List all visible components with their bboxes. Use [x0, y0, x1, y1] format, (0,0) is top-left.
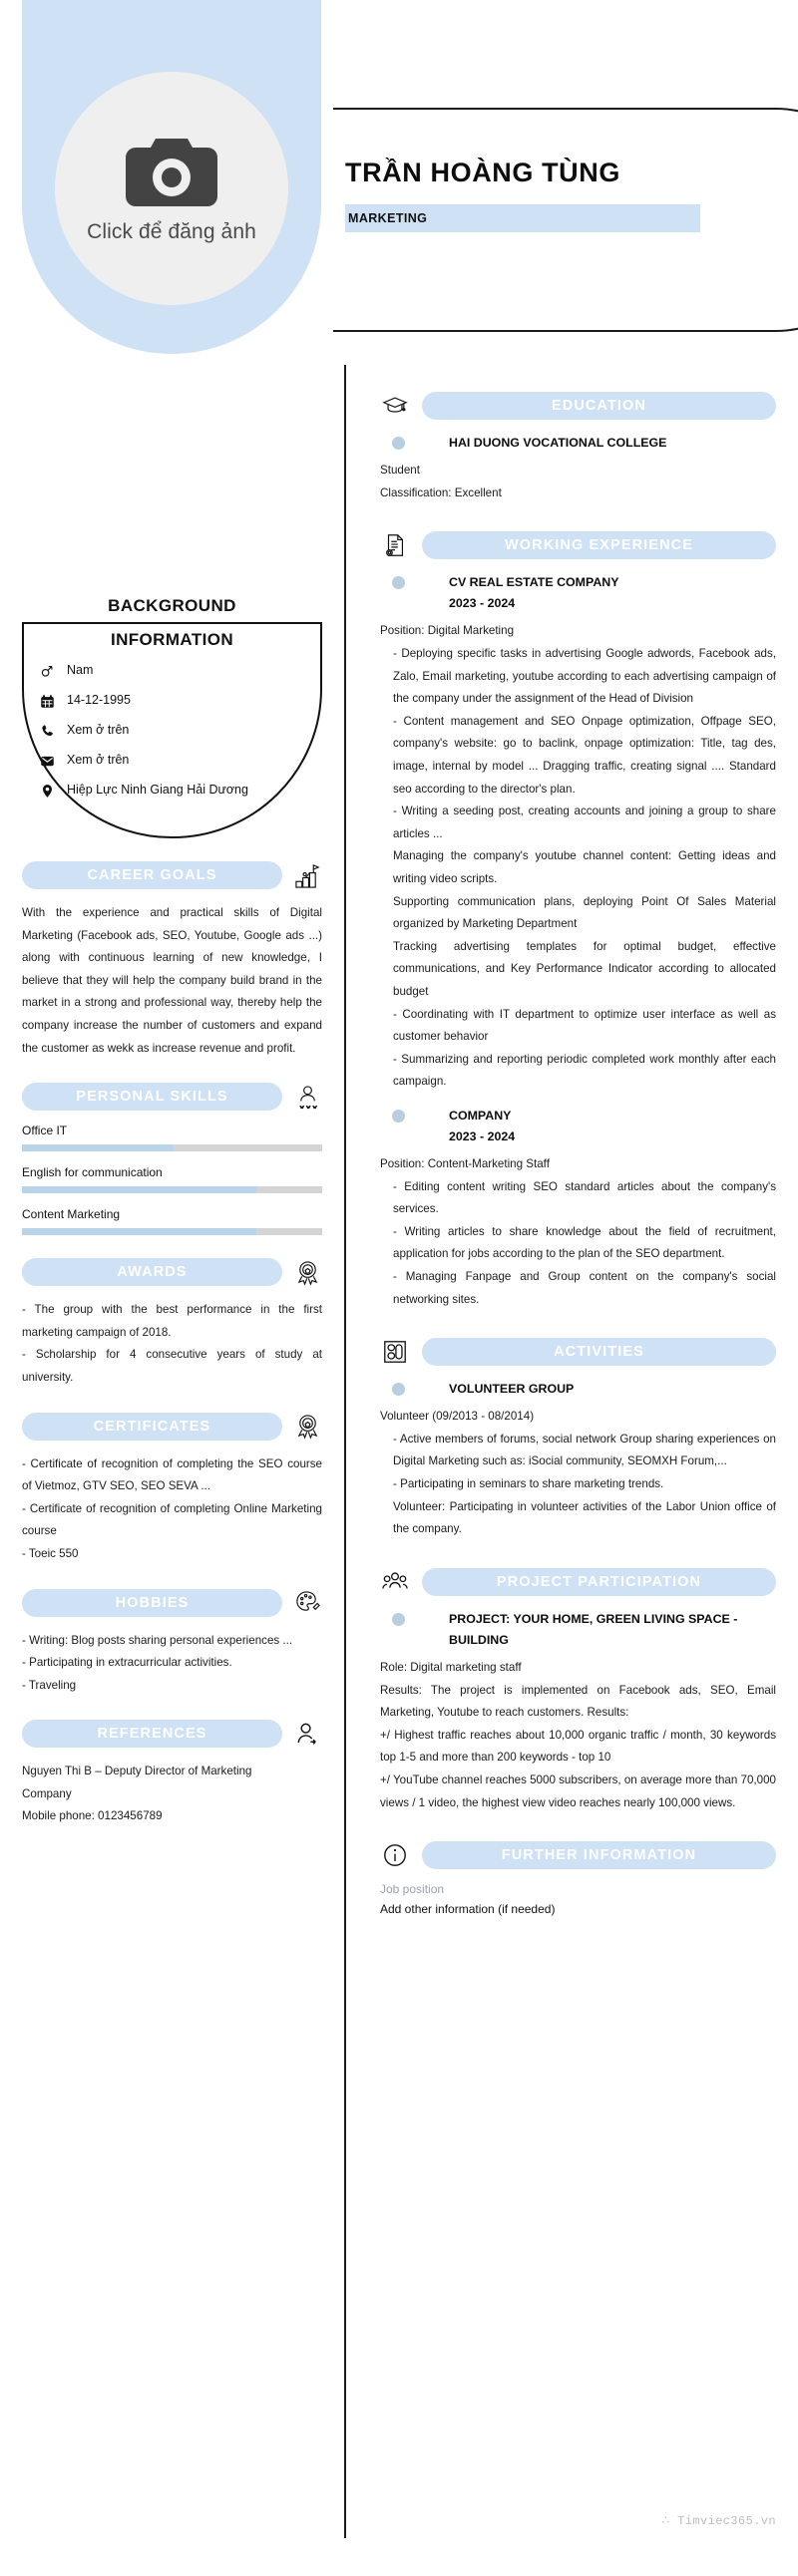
- info-circle-icon: [380, 1840, 410, 1870]
- people-group-icon: [380, 1567, 410, 1597]
- education-title: EDUCATION: [422, 392, 776, 420]
- duty-line: - Content management and SEO Onpage optimization, Offpage SEO, company's website: go to baclink, onpage optimization: Title, tag des, image, internal by model ... Dragging traffic, creating signal .... Standard seo according to the director's plan.: [393, 714, 776, 796]
- info-value-gender: Nam: [67, 663, 94, 677]
- project-line: +/ YouTube channel reaches 5000 subscribers, on average more than 70,000 views / 1 video, the highest view video reaches nearly 100,000 views.: [380, 1772, 776, 1809]
- hobbies-body: [22, 1630, 322, 1698]
- information-frame: [22, 622, 322, 838]
- section-header-education: [380, 391, 776, 421]
- bullet-dot-icon: [392, 1383, 405, 1396]
- duty-line: - Editing content writing SEO standard articles about the company's services.: [393, 1179, 776, 1216]
- site-watermark: ∴ Timviec365.vn: [661, 2514, 776, 2528]
- location-icon: [38, 782, 56, 800]
- bullet-dot-icon: [392, 437, 405, 450]
- cv-header: [0, 0, 798, 359]
- work-duties: [380, 643, 776, 1094]
- work-entry: [380, 1106, 776, 1311]
- photo-upload-area[interactable]: [55, 72, 288, 305]
- career-goals-title: CAREER GOALS: [22, 861, 282, 889]
- project-role: Role: Digital marketing staff: [380, 1661, 522, 1674]
- skills-person-icon: [292, 1082, 322, 1112]
- skill-fill: [22, 1228, 256, 1235]
- section-header-project-participation: [380, 1567, 776, 1597]
- info-value-phone: Xem ở trên: [67, 723, 130, 737]
- email-icon: [38, 752, 56, 770]
- skills-list: [22, 1124, 322, 1235]
- info-row-phone: [38, 721, 306, 740]
- name-pod: [329, 108, 798, 332]
- graduation-cap-icon: [380, 391, 410, 421]
- left-column: [0, 365, 344, 2538]
- section-header-further-information: [380, 1840, 776, 1870]
- awards-body: [22, 1299, 322, 1389]
- project-line: Results: The project is implemented on Facebook ads, SEO, Email Marketing, Youtube to reach customers. Results:: [380, 1683, 776, 1720]
- work-company-name: CV REAL ESTATE COMPANY: [449, 575, 619, 590]
- info-row-birthdate: [38, 691, 306, 710]
- info-row-email: [38, 751, 306, 770]
- hobbies-line: - Traveling: [22, 1678, 77, 1692]
- information-title: INFORMATION: [110, 630, 234, 649]
- duty-line: - Coordinating with IT department to optimize user interface as well as customer behavior: [393, 1007, 776, 1044]
- skill-item: [22, 1124, 322, 1151]
- references-title: REFERENCES: [22, 1720, 282, 1748]
- certificates-line: - Toeic 550: [22, 1546, 79, 1560]
- palette-icon: [292, 1588, 322, 1618]
- activity-role: Volunteer (09/2013 - 08/2014): [380, 1410, 535, 1424]
- activity-details: [380, 1429, 776, 1541]
- education-detail: Student: [380, 464, 420, 478]
- career-goals-body: [22, 902, 322, 1060]
- skill-track: [22, 1186, 322, 1193]
- education-classification: Classification: Excellent: [380, 485, 502, 499]
- duty-line: - Writing a seeding post, creating accounts and joining a group to share articles ...: [393, 805, 776, 840]
- activity-name: VOLUNTEER GROUP: [449, 1382, 575, 1397]
- skill-label: Content Marketing: [22, 1207, 121, 1222]
- project-line: +/ Highest traffic reaches about 10,000 organic traffic / month, 30 keywords top 1-5 and more than 200 keywords - top 10: [380, 1728, 776, 1765]
- candidate-role: MARKETING: [345, 204, 700, 232]
- cv-body: [0, 359, 798, 2538]
- activity-line: - Active members of forums, social network Group sharing experiences on Digital Marketing such as: iSocial community, SEOMXH Forum,...: [393, 1432, 776, 1468]
- bullet-dot-icon: [392, 1110, 405, 1123]
- duty-line: - Writing articles to share knowledge about the field of recruitment, application for jobs according to the plan of the SEO department.: [393, 1224, 776, 1261]
- photo-upload-label: Click để đăng ảnh: [87, 220, 256, 243]
- project-results: [380, 1680, 776, 1815]
- work-position: Position: Content-Marketing Staff: [380, 1157, 550, 1171]
- hobbies-line: - Participating in extracurricular activities.: [22, 1656, 232, 1670]
- activity-entry: [380, 1379, 776, 1541]
- duty-line: Managing the company's youtube channel content: Getting ideas and writing video scripts.: [393, 849, 776, 885]
- awards-title: AWARDS: [22, 1258, 282, 1286]
- info-value-email: Xem ở trên: [67, 753, 130, 767]
- activities-title: ACTIVITIES: [422, 1338, 776, 1366]
- camera-icon: [126, 133, 217, 206]
- work-company-block: [449, 572, 776, 614]
- references-line: Company: [22, 1786, 72, 1800]
- work-company-name: COMPANY: [449, 1108, 512, 1123]
- references-line: Nguyen Thi B – Deputy Director of Marketing: [22, 1765, 252, 1778]
- work-position: Position: Digital Marketing: [380, 624, 515, 638]
- skill-track: [22, 1144, 322, 1151]
- info-value-address: Hiệp Lực Ninh Giang Hải Dương: [67, 783, 248, 797]
- phone-icon: [38, 722, 56, 740]
- duty-line: - Summarizing and reporting periodic completed work monthly after each campaign.: [393, 1052, 776, 1089]
- certificates-body: [22, 1453, 322, 1566]
- duty-line: - Deploying specific tasks in advertising Google adwords, Facebook ads, Zalo, Email marketing, youtube according to each advertising campaign of the company under the assignment of the Head of Division: [393, 647, 776, 706]
- awards-line: - Scholarship for 4 consecutive years of study at university.: [22, 1348, 322, 1384]
- section-header-activities: [380, 1337, 776, 1367]
- right-column: [344, 365, 798, 2538]
- skill-fill: [22, 1144, 173, 1151]
- certificates-line: - Certificate of recognition of completing the SEO course of Vietmoz, GTV SEO, SEO SEVA ...: [22, 1456, 322, 1493]
- education-school-name: HAI DUONG VOCATIONAL COLLEGE: [449, 436, 667, 450]
- duty-line: Supporting communication plans, deploying Point Of Sales Material organized by Marketing Department: [393, 894, 776, 931]
- bullet-dot-icon: [392, 1613, 405, 1626]
- awards-line: - The group with the best performance in the first marketing campaign of 2018.: [22, 1303, 322, 1339]
- skill-item: [22, 1207, 322, 1235]
- gender-icon: [38, 662, 56, 680]
- candidate-name: TRẦN HOÀNG TÙNG: [345, 158, 620, 187]
- hobbies-line: - Writing: Blog posts sharing personal experiences ...: [22, 1633, 293, 1647]
- certificates-title: CERTIFICATES: [22, 1413, 282, 1441]
- entry-header: [380, 433, 776, 454]
- skill-label: Office IT: [22, 1124, 68, 1138]
- bullet-dot-icon: [392, 576, 405, 589]
- skill-fill: [22, 1186, 256, 1193]
- calendar-icon: [38, 692, 56, 710]
- certificates-line: - Certificate of recognition of completing Online Marketing course: [22, 1501, 322, 1538]
- medal-icon: [292, 1257, 322, 1287]
- activity-line: - Participating in seminars to share marketing trends.: [393, 1477, 664, 1491]
- work-company-block: [449, 1106, 776, 1147]
- work-period: 2023 - 2024: [449, 1128, 516, 1143]
- job-position-placeholder[interactable]: Job position: [380, 1882, 445, 1897]
- skill-label: English for communication: [22, 1165, 163, 1180]
- hobbies-title: HOBBIES: [22, 1589, 282, 1617]
- further-information-title: FURTHER INFORMATION: [422, 1841, 776, 1869]
- section-header-working-experience: [380, 530, 776, 560]
- entry-header: [380, 572, 776, 614]
- pod-mask: [321, 106, 333, 334]
- project-participation-title: PROJECT PARTICIPATION: [422, 1568, 776, 1596]
- personal-skills-title: PERSONAL SKILLS: [22, 1083, 282, 1111]
- work-duties: [380, 1176, 776, 1312]
- medal-icon: [292, 1412, 322, 1442]
- section-header-career-goals: [22, 860, 322, 890]
- skill-track: [22, 1228, 322, 1235]
- goal-steps-icon: [292, 860, 322, 890]
- references-body: [22, 1761, 322, 1828]
- entry-header: [380, 1609, 776, 1651]
- career-goals-text: With the experience and practical skills of Digital Marketing (Facebook ads, SEO, Youtube, Google ads ...) along with continuous learning of new knowledge, I believe that they will help the company build brand in the market in a strong and professional way, thereby help the company increase the number of customers and expand the customer as wekk as increase revenue and profit.: [22, 906, 322, 1055]
- certificate-doc-icon: [380, 530, 410, 560]
- person-share-icon: [292, 1719, 322, 1749]
- education-entry: [380, 433, 776, 504]
- entry-header: [380, 1379, 776, 1400]
- duty-line: - Managing Fanpage and Group content on the company's social networking sites.: [393, 1270, 776, 1306]
- entry-header: [380, 1106, 776, 1147]
- skill-item: [22, 1165, 322, 1193]
- project-entry: [380, 1609, 776, 1814]
- section-header-awards: [22, 1257, 322, 1287]
- section-header-personal-skills: [22, 1082, 322, 1112]
- activity-line: Volunteer: Participating in volunteer activities of the Labor Union office of the company.: [393, 1499, 776, 1536]
- activities-grid-icon: [380, 1337, 410, 1367]
- section-header-certificates: [22, 1412, 322, 1442]
- work-entry: [380, 572, 776, 1094]
- info-row-gender: [38, 661, 306, 680]
- duty-line: Tracking advertising templates for optimal budget, effective communications, and Key Performance Indicator according to allocated budget: [393, 939, 776, 998]
- references-line: Mobile phone: 0123456789: [22, 1809, 163, 1823]
- work-period: 2023 - 2024: [449, 596, 516, 611]
- project-name: PROJECT: YOUR HOME, GREEN LIVING SPACE - BUILDING: [449, 1611, 738, 1647]
- working-experience-title: WORKING EXPERIENCE: [422, 531, 776, 559]
- info-row-address: [38, 781, 306, 800]
- info-value-birthdate: 14-12-1995: [67, 693, 131, 707]
- section-header-hobbies: [22, 1588, 322, 1618]
- background-title: BACKGROUND: [108, 596, 236, 615]
- further-information-note: Add other information (if needed): [380, 1902, 556, 1917]
- section-header-references: [22, 1719, 322, 1749]
